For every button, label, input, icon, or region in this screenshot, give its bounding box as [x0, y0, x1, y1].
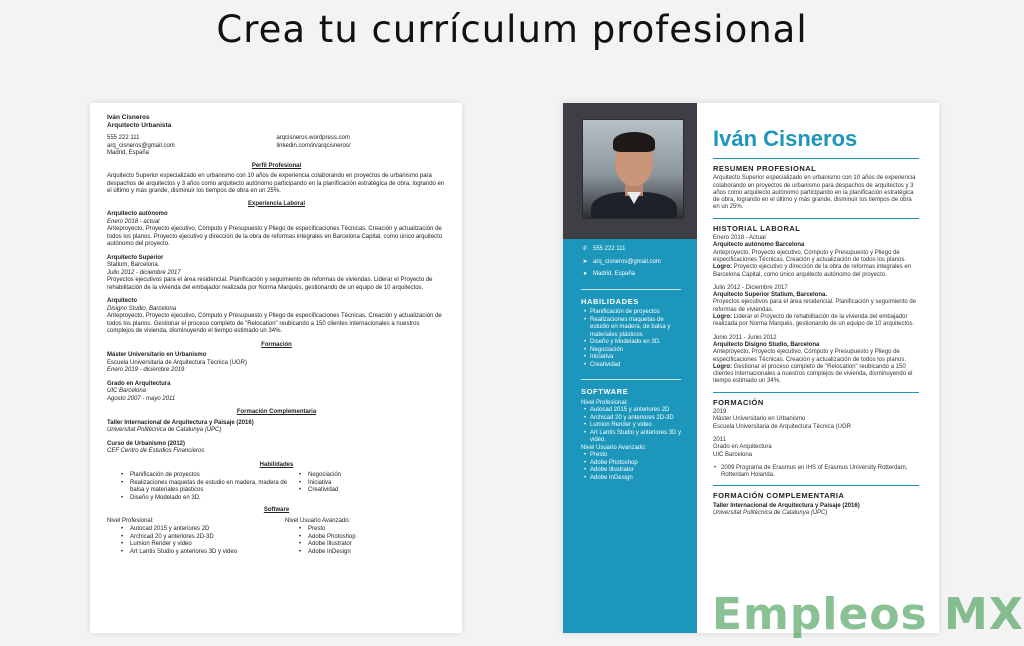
resume-sidebar	[563, 103, 697, 633]
job-title: Arquitecto autónomo Barcelona	[713, 242, 805, 249]
software-item: • Art Lantis Studio y anteriores 3D y video.	[585, 430, 683, 445]
education-entry	[107, 352, 446, 375]
job-description: Anteproyecto, Proyecto ejecutivo, Cómputo y Presupuesto y Pliego de especificaciones Técnicas. Creación y actualización de todos los planos.	[713, 349, 906, 363]
degree-title: Grado en Arquitectura	[107, 380, 171, 387]
job-description: Anteproyecto, Proyecto ejecutivo, Cómputo y Presupuesto y Pliego de especificaciones Técnicas. Creación y actualización de todos los planos. Proyecto ejecutivo y dirección de la obra de reformas integrales en Barcelona Capital, como único arquitecto autónomo del proyecto.	[107, 226, 443, 247]
job-dates: Julio 2012 - diciembre 2017	[107, 269, 181, 276]
education-year: 2011	[713, 436, 726, 443]
software-item: • Presto	[297, 526, 356, 534]
resume-role: Arquitecto Urbanista	[107, 121, 172, 129]
job-entry	[713, 335, 919, 386]
section-title-history: HISTORIAL LABORAL	[713, 223, 801, 233]
achievement-text: Gestionar el proceso completo de "Relocation" reubicando a 150 clientes internacionales a nuestros complejos de vivienda, disminuyendo el tiempo estimado un 34%.	[713, 363, 913, 385]
software-list	[563, 407, 697, 445]
section-title-skills: Habilidades	[259, 461, 294, 468]
skill-item: • Iniciativa	[297, 480, 341, 488]
skill-item: • Realizaciones maquetas de estudio en madera, de balsa y materiales plásticos	[585, 317, 683, 340]
school: UIC Barcelona	[107, 388, 147, 394]
school: UIC Barcelona	[713, 451, 753, 458]
skills-list	[107, 472, 446, 502]
resume-name: Iván Cisneros	[713, 126, 858, 151]
linkedin: linkedin.com/in/arqcisneros/	[276, 142, 351, 149]
job-company: Disigno Studio, Barcelona	[107, 305, 177, 312]
skill-item: • Negociación	[585, 347, 683, 355]
software-level-label: Nivel Usuario Avanzado:	[285, 517, 351, 524]
page-headline: Crea tu currículum profesional	[216, 8, 808, 51]
divider	[713, 218, 919, 219]
skill-item: • Planificación de proyectos	[585, 309, 683, 317]
sidebar-title-skills: HABILIDADES	[581, 289, 681, 306]
job-title: Arquitecto autónomo	[107, 211, 168, 217]
divider	[713, 392, 919, 393]
section-title-complementary: FORMACIÓN COMPLEMENTARIA	[713, 491, 845, 501]
divider	[713, 158, 919, 159]
software-item: • Art Lantis Studio y anteriores 3D y video	[119, 549, 285, 557]
software-item: • Archicad 20 y anteriores 2D-3D	[119, 534, 285, 542]
software-level-label: Nivel Profesional:	[581, 399, 628, 406]
job-title: Arquitecto Superior Statium, Barcelona.	[713, 292, 828, 299]
skills-list	[563, 309, 697, 369]
job-entry	[107, 211, 446, 249]
summary-text: Arquitecto Superior especializado en urbanismo con 10 años de experiencia colaborando en proyectos de urbanismo para despachos de arquitectos y 3 años como arquitecto autónomo participando en la planificación estratégica de obra, logrando en el último y más grande, disminuir los tiempos de obra en un 25%.	[713, 175, 916, 211]
achievement-label: Logro:	[713, 363, 732, 370]
software-item: • Adobe Photoshop	[297, 534, 356, 542]
education-entry	[107, 381, 446, 404]
education-year: 2019	[713, 409, 727, 416]
course-title: Taller Internacional de Arquitectura y Paisaje (2016)	[713, 502, 860, 509]
software-item: • Adobe InDesign	[585, 475, 683, 483]
course-entry	[107, 420, 446, 435]
education-dates: Enero 2019 - diciembre 2019	[107, 367, 185, 373]
sidebar-title-software: SOFTWARE	[581, 379, 681, 396]
software-item: • Adobe Photoshop	[585, 460, 683, 468]
job-description: Proyectos ejecutivos para el área residencial. Planificación y seguimiento de reformas de viviendas. Liderar el Proyecto de rehabilitación de la vivienda del embajador realizada por Norma Marqués, gestionando de un equipo de 10 arquitectos.	[107, 277, 433, 291]
profile-photo	[582, 119, 684, 219]
education-entry	[713, 409, 919, 431]
degree-title: Máster Universitario en Urbanismo	[713, 416, 806, 423]
job-dates: Junio 2011 - Junio 2012	[713, 334, 777, 341]
software-item: • Archicad 20 y anteriores 2D-3D	[585, 415, 683, 423]
skill-item: • Creatividad	[297, 487, 341, 495]
achievement-label: Logro:	[713, 264, 732, 271]
achievement-label: Logro:	[713, 314, 732, 321]
course-school: CEF Centro de Estudios Financieros	[107, 448, 205, 454]
job-entry	[107, 255, 446, 293]
skill-item: • Negociación	[297, 472, 341, 480]
photo-header	[563, 103, 697, 239]
software-item: • Lumion Render y video	[585, 422, 683, 430]
software-item: • Autocad 2015 y anteriores 2D	[585, 407, 683, 415]
section-title-software: Software	[263, 507, 290, 513]
course-title: Taller Internacional de Arquitectura y Paisaje (2016)	[107, 419, 254, 426]
job-dates: Enero 2018 - actual	[107, 218, 160, 225]
software-item: • Lumion Render y video	[119, 541, 285, 549]
job-entry	[713, 235, 919, 279]
sidebar-contact	[563, 239, 697, 279]
school: Escuela Universitaria de Arquitectura Técnica (UGR)	[107, 359, 247, 366]
city: Madrid, España	[593, 271, 636, 277]
software-item: • Adobe InDesign	[297, 549, 356, 557]
education-dates: Agosto 2007 - mayo 2011	[107, 395, 176, 402]
course-school: Universitat Politècnica de Catalunya (UPC)	[713, 509, 828, 516]
skill-item: • Iniciativa	[585, 354, 683, 362]
watermark-logo: Empleos MX	[712, 589, 1024, 640]
resume-main-column	[713, 103, 919, 517]
section-title-education: FORMACIÓN	[713, 397, 764, 407]
achievement-text: Proyecto ejecutivo y dirección de la obra de reformas integrales en Barcelona Capital, como único arquitecto autónomo del proyecto.	[713, 264, 912, 278]
section-title-education: Formación	[261, 341, 292, 348]
send-icon: ➤	[582, 258, 588, 265]
section-title-experience: Experiencia Laboral	[247, 200, 306, 207]
job-title: Arquitecto Disigno Studio, Barcelona	[713, 341, 820, 348]
city: Madrid, España	[107, 150, 150, 156]
degree-title: Máster Universitario en Urbanismo	[107, 352, 207, 358]
job-title: Arquitecto Superior	[107, 254, 164, 261]
degree-title: Grado en Arquitectura	[713, 444, 772, 451]
software-list	[107, 518, 446, 557]
section-title-profile: Perfil Profesional	[251, 162, 302, 169]
phone: 555 222 111	[107, 135, 140, 141]
modern-resume-preview[interactable]	[563, 103, 939, 633]
course-entry	[107, 441, 446, 456]
software-level-label: Nivel Profesional:	[107, 517, 154, 524]
resume-name: Iván Cisneros	[107, 114, 150, 121]
contact-block	[107, 135, 446, 158]
software-item: • Autocad 2015 y anteriores 2D	[119, 526, 285, 534]
location-pin-icon: ●	[583, 271, 587, 277]
skill-item: • Diseño y Modelado en 3D.	[585, 339, 683, 347]
job-title: Arquitecto	[107, 298, 137, 304]
email: arq_cisneros@gmail.com	[593, 258, 661, 265]
classic-resume-preview[interactable]	[90, 103, 462, 633]
website: arqcisneros.wordpress.com	[276, 135, 350, 141]
course-title: Curso de Urbanismo (2012)	[107, 440, 186, 447]
software-level-label: Nivel Usuario Avanzado:	[581, 444, 647, 451]
achievement-text: Liderar el Proyecto de rehabilitación de la vivienda del embajador realizada por Norma Marqués, gestionando de un equipo de 10 arquitectos.	[713, 314, 915, 328]
job-dates: Julio 2012 - Diciembre 2017	[713, 284, 788, 291]
job-entry	[107, 298, 446, 336]
skill-item: • Planificación de proyectos	[119, 472, 297, 480]
job-company: Statium, Barcelona.	[107, 262, 160, 268]
software-item: • Adobe Illustrator	[297, 541, 356, 549]
job-entry	[713, 285, 919, 329]
software-item: • Adobe Illustrator	[585, 467, 683, 475]
education-entry	[713, 437, 919, 459]
software-list	[563, 452, 697, 482]
job-description: Anteproyecto, Proyecto ejecutivo, Cómputo y Presupuesto y Pliego de especificaciones Técnicas. Creación y actualización de todos los planos.	[713, 249, 906, 263]
email: arq_cisneros@gmail.com	[107, 142, 175, 149]
job-description: Anteproyecto, Proyecto ejecutivo, Cómputo y Presupuesto y Pliego de especificaciones Técnicas. Creación y actualización de todos los planos. Gestionar el proceso completo de "Relocation" reubicando a 150 clientes internacionales a nuestros complejos de vivienda, disminuyendo el tiempo estimado un 34%.	[107, 313, 442, 334]
profile-text: Arquitecto Superior especializado en urbanismo con 10 años de experiencia colaborando en proyectos de urbanismo para despachos de arquitectos y 3 años como arquitecto autónomo participando en la planificación estratégica de obra, logrando en el último y más grande, disminuir los tiempos de obra en un 25%.	[107, 173, 445, 194]
course-school: Universitat Politècnica de Catalunya (UPC)	[107, 427, 222, 433]
divider	[713, 485, 919, 486]
skill-item: • Creatividad	[585, 362, 683, 370]
section-title-summary: RESUMEN PROFESIONAL	[713, 164, 817, 173]
skill-item: • Diseño y Modelado en 3D.	[119, 495, 297, 503]
phone-icon: ✆	[582, 246, 588, 252]
section-title-complementary: Formación Complementaria	[236, 409, 317, 415]
phone: 555 222 111	[593, 246, 626, 252]
job-dates: Enero 2018 - Actual	[713, 235, 766, 242]
software-item: • Presto	[585, 452, 683, 460]
skill-item: • Realizaciones maquetas de estudio en madera, madera de balsa y materiales plásticos	[119, 480, 297, 495]
job-description: Proyectos ejecutivos para el área residencial. Planificación y seguimiento de reformas de viviendas.	[713, 299, 917, 313]
education-extra: • 2009 Programa de Erasmus en IHS of Erasmus University Rotterdam, Rotterdam Holanda.	[713, 465, 919, 480]
school: Escuela Universitaria de Arquitectura Técnica (UGR	[713, 423, 851, 430]
